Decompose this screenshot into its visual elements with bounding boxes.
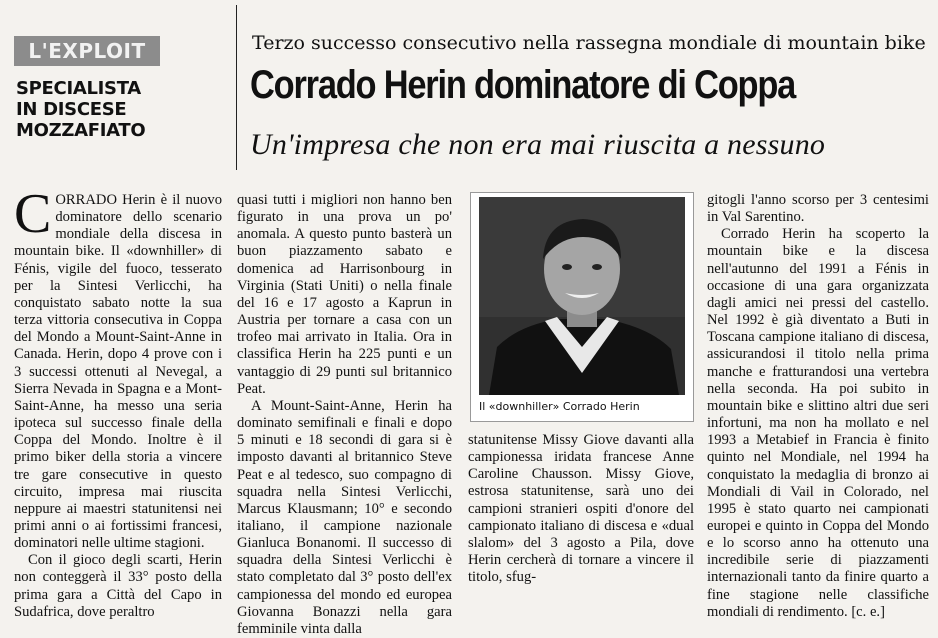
photo-caption: Il «downhiller» Corrado Herin bbox=[479, 400, 640, 413]
article-paragraph: quasi tutti i migliori non hanno ben figurato in una prova un po' anomala. A questo punto basterà un buon piazzamento sabato e domenica ad Harrisonbourg in Virginia (Stati Uniti) o nella finale del 16 e 17 agosto a Kaprun in Austria per tornare a casa con un trofeo mai arrivato in Italia. Ora in classifica Herin ha 225 punti e un vantaggio di 29 punti sul britannico Peat. bbox=[237, 192, 452, 397]
subheadline: Un'impresa che non era mai riuscita a nessuno bbox=[250, 128, 826, 161]
photo-frame bbox=[470, 192, 694, 422]
article-paragraph: gitogli l'anno scorso per 3 centesimi in Val Sarentino. bbox=[707, 192, 929, 226]
paragraph-text: Corrado Herin ha scoperto la mountain bike e la discesa nell'autunno del 1991 a Fénis in occasione di una gara organizzata dagli amici nei pressi del castello. Nel 1992 è già diventato a Buti in Toscana campione italiano di discesa, assicurandosi il titolo nella prima manche e fratturandosi una vertebra nella seconda. Ha poi subito in mountain bike e slittino altri due seri infortuni, ma non ha mollato e nel 1993 a Metabief in Francia è finito quinto nel Mondiale, nel 1994 ha conquistato la medaglia di bronzo ai Mondiali di Vail in Colorado, nel 1995 è stato quarto nei campionati europei e quinto in Coppa del Mondo e lo scorso anno ha ottenuto una incredibile serie di piazzamenti internazionali tanto da finire quarto a fine stagione nelle classifiche mondiali di rendimento. bbox=[707, 226, 929, 620]
side-headline-line-3: MOZZAFIATO bbox=[16, 120, 146, 141]
side-headline bbox=[16, 78, 226, 141]
overline: Terzo successo consecutivo nella rassegna mondiale di mountain bike bbox=[252, 32, 926, 54]
article-paragraph: Con il gioco degli scarti, Herin non conteggerà il 33° posto della prima gara a Città del Capo in Sudafrica, dove peraltro bbox=[14, 552, 222, 620]
article-paragraph: A Mount-Saint-Anne, Herin ha dominato semifinali e finali e dopo 5 minuti e 18 secondi di gara si è imposto davanti al britannico Steve Peat e al tedesco, suo compagno di squadra nella Sintesi Verlicchi, Marcus Klausmann; 10° e secondo italiano, il campione nazionale Gianluca Bonanomi. Il successo di squadra della Sintesi Verlicchi è stato completato dal 3° posto dell'ex campionessa del mondo ed europea Giovanna Bonazzi nella gara femminile vinta dalla bbox=[237, 397, 452, 637]
drop-cap: C bbox=[14, 183, 52, 245]
side-headline-line-1: SPECIALISTA bbox=[16, 78, 141, 99]
portrait-photo bbox=[479, 197, 685, 395]
headline: Corrado Herin dominatore di Coppa bbox=[250, 63, 796, 107]
article-column-4 bbox=[707, 192, 929, 621]
paragraph-text: ORRADO Herin è il nuovo dominatore dello scenario mondiale della discesa in mountain bike. Il «downhiller» di Fénis, vigile del fuoco, tesserato per la Sintesi Verlicchi, ha conquistato sabato notte la sua terza vittoria consecutiva in Coppa del Mondo a Mount-Saint-Anne in Canada. Herin, dopo 4 prove con i 3 successi ottenuti al Nevegal, a Sierra Nevada in Spagna e a Mont-Saint-Anne, ha messo una seria ipoteca sul successo finale della Coppa del Mondo. Inoltre è il primo biker della storia a vincere tre gare consecutive in questo circuito, impresa mai riuscita neppure ai maestri statunitensi nei primi anni o ai fortissimi francesi, dominatori nelle ultime stagioni. bbox=[14, 192, 222, 552]
article-column-2 bbox=[237, 192, 452, 638]
article-column-1 bbox=[14, 183, 222, 621]
article-paragraph: statunitense Missy Giove davanti alla campionessa iridata francese Anne Caroline Chausson. Missy Giove, estrosa statunitense, sarà uno dei campioni stranieri ospiti d'onore del campionato italiano di discesa e «dual slalom» del 3 agosto a Pila, dove Herin cercherà di tornare a vincere il titolo, sfug- bbox=[468, 432, 694, 586]
side-headline-line-2: IN DISCESE bbox=[16, 99, 127, 120]
kicker-badge: L'EXPLOIT bbox=[14, 36, 160, 66]
vertical-divider bbox=[236, 5, 237, 170]
article-paragraph bbox=[707, 226, 929, 621]
article-paragraph bbox=[14, 183, 222, 552]
portrait-illustration bbox=[479, 197, 685, 395]
article-column-3 bbox=[468, 432, 694, 586]
author-signature: [c. e.] bbox=[851, 603, 885, 620]
